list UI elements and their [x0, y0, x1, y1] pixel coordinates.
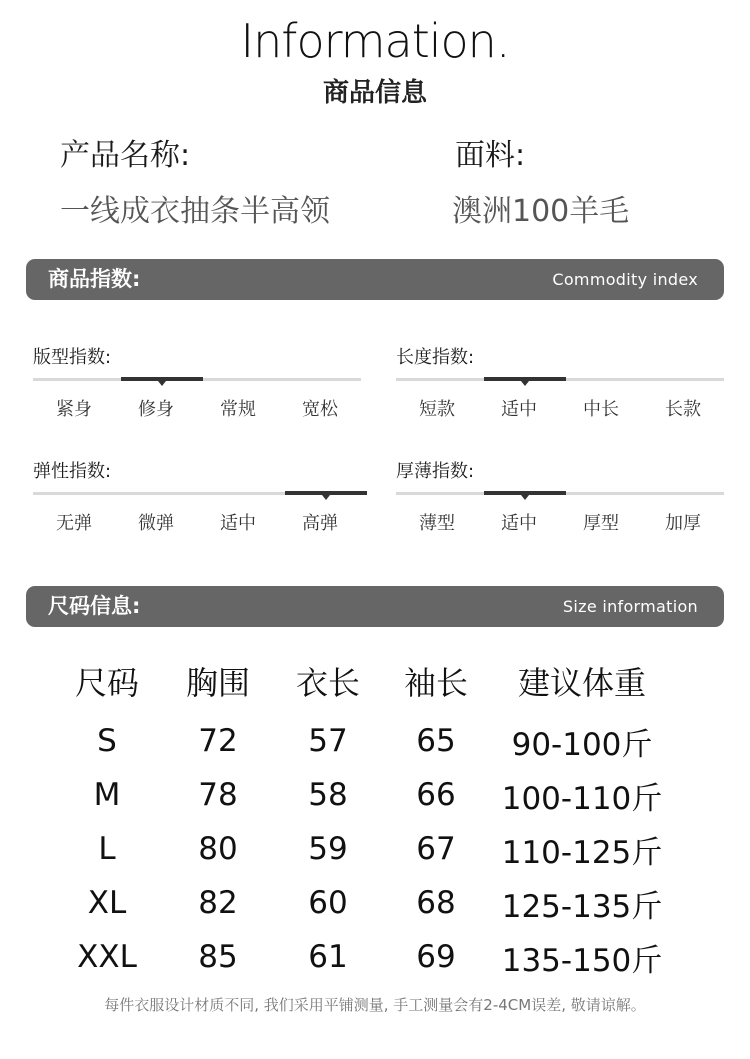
table-cell: 135-150斤: [501, 942, 663, 979]
table-cell: 59: [308, 831, 348, 867]
table-row: [52, 876, 702, 930]
table-cell: XXL: [77, 939, 137, 975]
table-cell: XL: [87, 885, 127, 921]
table-cell: 69: [416, 939, 456, 975]
table-cell: 100-110斤: [501, 780, 663, 817]
table-cell: 82: [198, 885, 238, 921]
size-information-title: 尺码信息:: [48, 594, 141, 618]
index-selected-marker: [285, 491, 367, 495]
index-option: 中长: [583, 399, 619, 420]
table-row: [52, 714, 702, 768]
table-cell: 57: [308, 723, 348, 759]
table-cell: 58: [308, 777, 348, 813]
table-cell: 68: [416, 885, 456, 921]
table-cell: 61: [308, 939, 348, 975]
index-option: 适中: [220, 513, 256, 534]
table-cell: 60: [308, 885, 348, 921]
index-option: 修身: [138, 399, 174, 420]
fabric-value: 澳洲100羊毛: [452, 194, 630, 229]
index-option: 适中: [501, 399, 537, 420]
index-option: 适中: [501, 513, 537, 534]
size-table-header: [52, 652, 702, 710]
table-cell: 90-100斤: [511, 726, 653, 763]
table-cell: 66: [416, 777, 456, 813]
table-cell: 65: [416, 723, 456, 759]
index-label: 弹性指数:: [33, 461, 112, 482]
product-name-label: 产品名称:: [60, 138, 191, 173]
index-option: 加厚: [665, 513, 701, 534]
table-row: [52, 822, 702, 876]
index-option: 宽松: [302, 399, 338, 420]
table-cell: 80: [198, 831, 238, 867]
table-cell: 67: [416, 831, 456, 867]
table-header-cell: 袖长: [403, 664, 468, 702]
size-table: [52, 652, 702, 984]
index-selected-marker: [121, 377, 203, 381]
table-cell: 110-125斤: [501, 834, 663, 871]
index-option: 无弹: [56, 513, 92, 534]
index-selected-marker: [484, 377, 566, 381]
index-label: 版型指数:: [33, 347, 112, 368]
table-row: [52, 768, 702, 822]
table-cell: L: [98, 831, 116, 867]
product-name-value: 一线成衣抽条半高领: [60, 194, 330, 229]
commodity-index-title: 商品指数:: [48, 267, 141, 291]
page-title: Information.: [240, 14, 510, 68]
table-row: [52, 930, 702, 984]
commodity-index-subtitle: Commodity index: [552, 270, 698, 289]
table-cell: M: [93, 777, 121, 813]
size-information-subtitle: Size information: [562, 597, 698, 616]
table-cell: 72: [198, 723, 238, 759]
index-option: 薄型: [419, 513, 455, 534]
table-cell: 78: [198, 777, 238, 813]
index-option: 常规: [220, 399, 256, 420]
fabric-label: 面料:: [455, 138, 526, 173]
index-option: 微弹: [138, 513, 174, 534]
index-option: 紧身: [56, 399, 92, 420]
index-label: 厚薄指数:: [396, 461, 475, 482]
index-option: 短款: [419, 399, 455, 420]
table-cell: 85: [198, 939, 238, 975]
table-header-cell: 衣长: [295, 664, 360, 702]
footer-note: 每件衣服设计材质不同, 我们采用平铺测量, 手工测量会有2-4CM误差, 敬请谅解。: [104, 996, 646, 1014]
index-option: 长款: [665, 399, 701, 420]
index-option: 高弹: [302, 513, 338, 534]
table-cell: 125-135斤: [501, 888, 663, 925]
index-option: 厚型: [583, 513, 619, 534]
table-header-cell: 尺码: [74, 664, 139, 702]
index-label: 长度指数:: [396, 347, 475, 368]
size-information-bar: [26, 586, 724, 627]
table-header-cell: 建议体重: [517, 664, 646, 702]
table-header-cell: 胸围: [185, 664, 250, 702]
page-subtitle: 商品信息: [322, 78, 427, 108]
index-selected-marker: [484, 491, 566, 495]
table-cell: S: [97, 723, 117, 759]
commodity-index-bar: [26, 259, 724, 300]
